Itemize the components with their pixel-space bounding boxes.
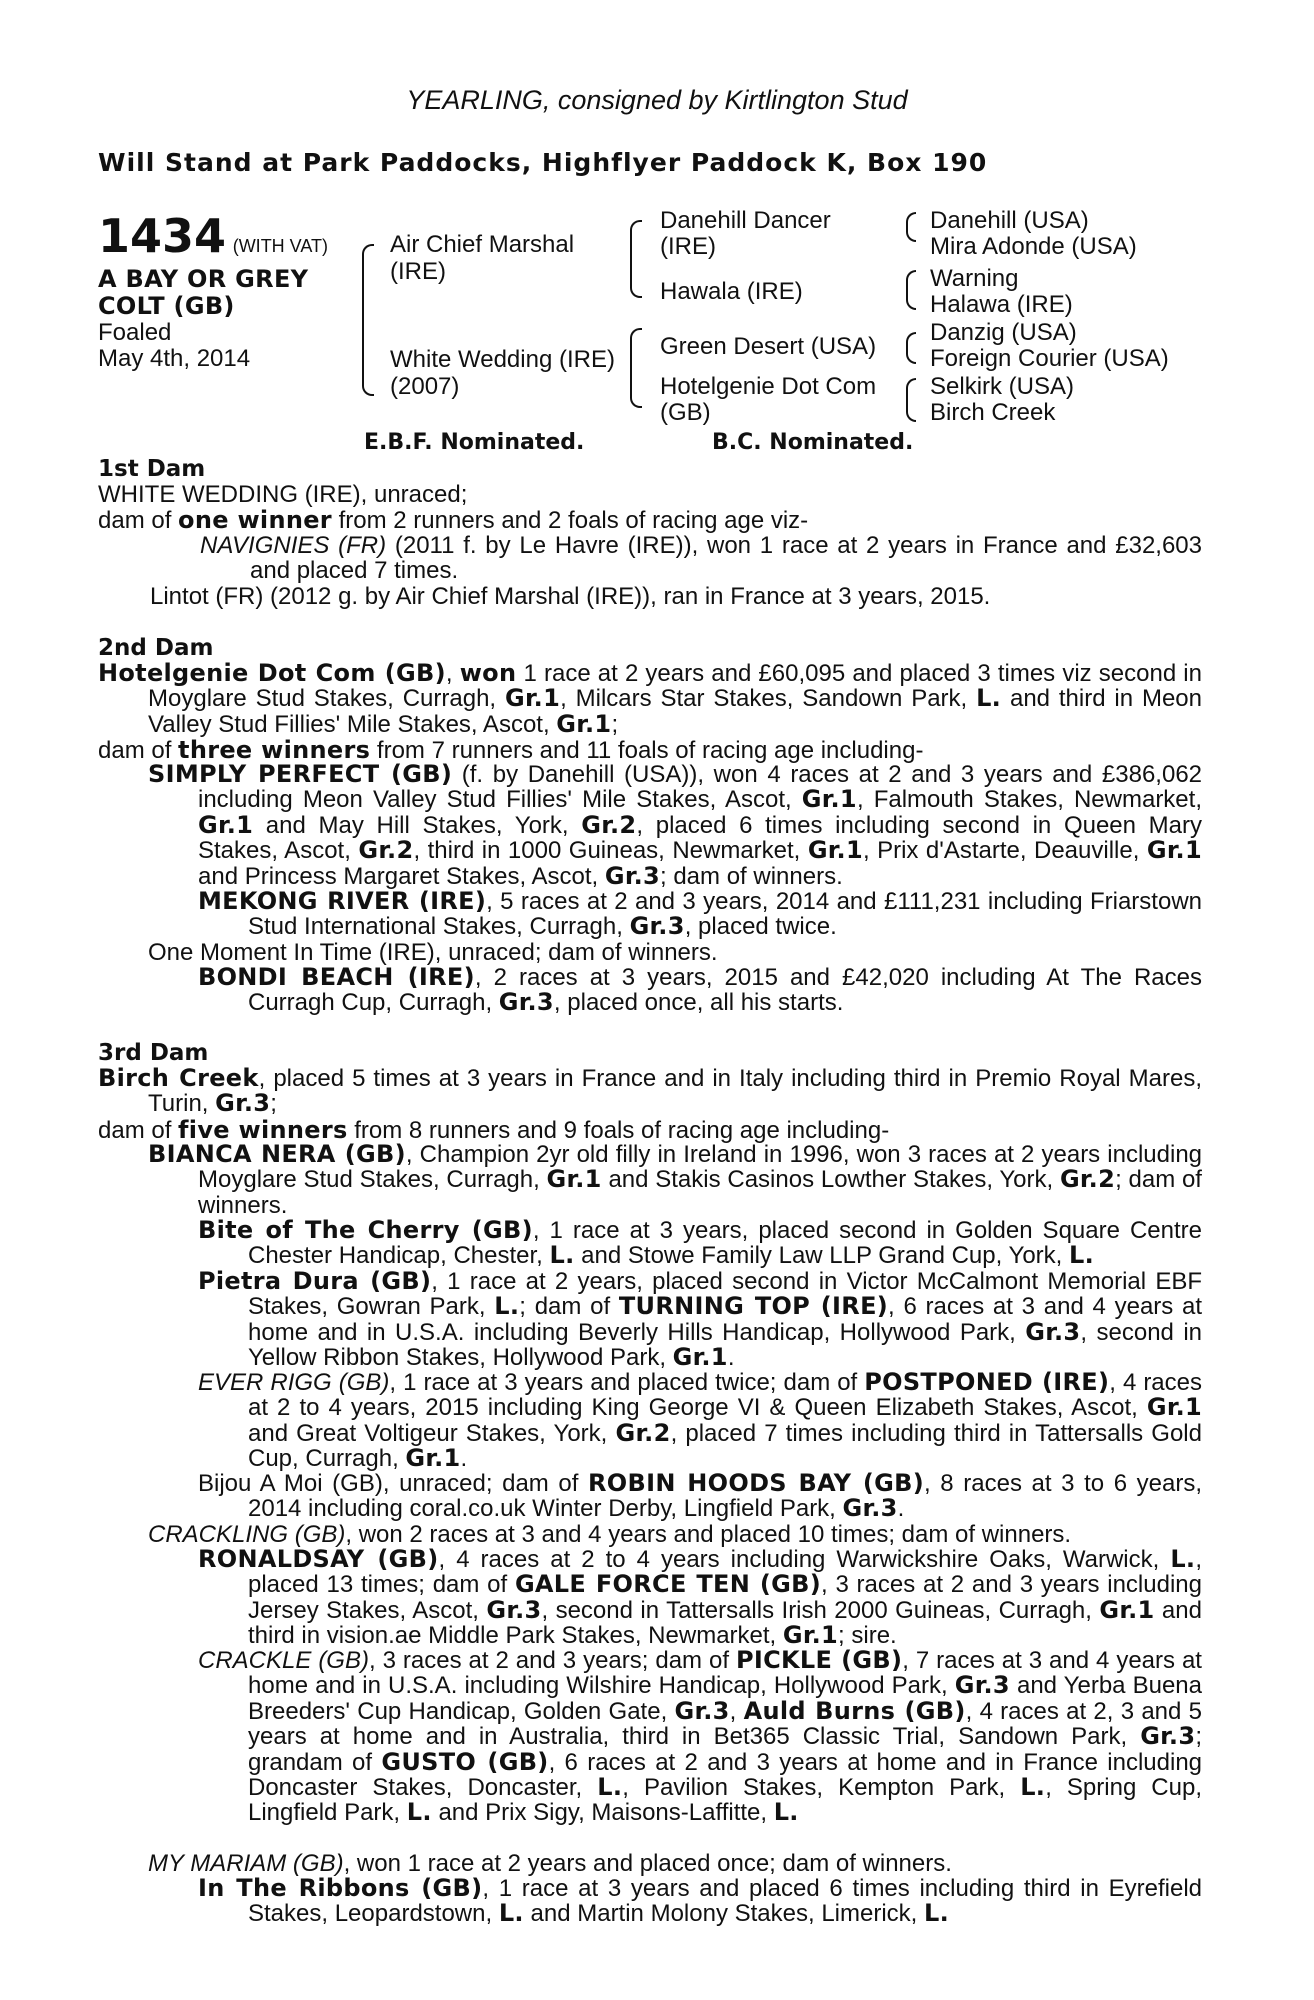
pedigree-bracket-ss <box>906 212 916 242</box>
sire-sire: Danehill Dancer <box>660 207 831 234</box>
progeny-ever-rigg: EVER RIGG (GB), 1 race at 3 years and placed twice; dam of POSTPONED (IRE), 4 races at 2 to 4 years, 2015 including King George VI & Queen Elizabeth Stakes, Ascot, Gr.1 and Great Voltigeur Stakes, York, Gr.2, placed 7 times including third in Tattersalls Gold Cup, Curragh, Gr.1. <box>198 1368 1203 1473</box>
stand-location: Will Stand at Park Paddocks, Highflyer Paddock K, Box 190 <box>98 148 988 177</box>
third-dam-produce: dam of five winners from 8 runners and 9 foals of racing age including- <box>98 1116 890 1144</box>
gen3-dds: Selkirk (USA) <box>930 373 1075 400</box>
progeny-bianca-nera: BIANCA NERA (GB), Champion 2yr old filly in Ireland in 1996, won 3 races at 2 years including Moyglare Stud Stakes, Curragh, Gr.1 and Stakis Casinos Lowther Stakes, York, Gr.2; dam of winners. <box>148 1140 1203 1219</box>
progeny-my-mariam: MY MARIAM (GB), won 1 race at 2 years and placed once; dam of winners. <box>148 1850 952 1877</box>
gen3-ssd: Mira Adonde (USA) <box>930 233 1137 260</box>
second-dam-produce: dam of three winners from 7 runners and 11 foals of racing age including- <box>98 736 924 764</box>
progeny-pietra-dura: Pietra Dura (GB), 1 race at 2 years, placed second in Victor McCalmont Memorial EBF Stakes, Gowran Park, L.; dam of TURNING TOP (IRE), 6 races at 3 and 4 years at home and in U.S.A. including Beverly Hills Handicap, Hollywood Park, Gr.3, second in Yellow Ribbon Stakes, Hollywood Park, Gr.1. <box>198 1267 1203 1372</box>
pedigree-bracket-dd <box>906 378 916 422</box>
gen3-sds: Warning <box>930 265 1019 292</box>
section-3rd-dam: 3rd Dam <box>98 1040 209 1066</box>
gen3-dsd: Foreign Courier (USA) <box>930 345 1169 372</box>
dam-dam: Hotelgenie Dot Com <box>660 373 877 400</box>
dam-name: White Wedding (IRE) <box>390 346 615 373</box>
pedigree-bracket-main <box>362 244 374 396</box>
section-2nd-dam: 2nd Dam <box>98 635 214 661</box>
pedigree-bracket-sire <box>630 220 642 298</box>
progeny-one-moment: One Moment In Time (IRE), unraced; dam of winners. <box>148 939 718 966</box>
progeny-bijou-a-moi: Bijou A Moi (GB), unraced; dam of ROBIN HOODS BAY (GB), 8 races at 3 to 6 years, 2014 including coral.co.uk Winter Derby, Lingfield Park, Gr.3. <box>198 1469 1203 1523</box>
gen3-ddd: Birch Creek <box>930 399 1056 426</box>
sire-country: (IRE) <box>390 258 446 285</box>
section-1st-dam: 1st Dam <box>98 456 206 482</box>
lot-description-2: COLT (GB) <box>98 292 235 320</box>
dam-sire: Green Desert (USA) <box>660 333 877 360</box>
progeny-crackle: CRACKLE (GB), 3 races at 2 and 3 years; dam of PICKLE (GB), 7 races at 3 and 4 years at home and in U.S.A. including Wilshire Handicap, Hollywood Park, Gr.3 and Yerba Buena Breeders' Cup Handicap, Golden Gate, Gr.3, Auld Burns (GB), 4 races at 2, 3 and 5 years at home and in Australia, third in Bet365 Classic Trial, Sandown Park, Gr.3; grandam of GUSTO (GB), 6 races at 2 and 3 years at home and in France including Doncaster Stakes, Doncaster, L., Pavilion Stakes, Kempton Park, L., Spring Cup, Lingfield Park, L. and Prix Sigy, Maisons-Laffitte, L. <box>198 1646 1203 1827</box>
sire-name: Air Chief Marshal <box>390 231 575 258</box>
progeny-bondi-beach: BONDI BEACH (IRE), 2 races at 3 years, 2015 and £42,020 including At The Races Curragh Cup, Curragh, Gr.3, placed once, all his starts. <box>198 963 1202 1017</box>
page-header: YEARLING, consigned by Kirtlington Stud <box>406 85 908 115</box>
progeny-in-the-ribbons: In The Ribbons (GB), 1 race at 3 years and placed 6 times including third in Eyrefield Stakes, Leopardstown, L. and Martin Molony Stakes, Limerick, L. <box>198 1874 1202 1928</box>
foaled-label: Foaled <box>98 319 172 346</box>
pedigree-bracket-sd <box>906 270 916 310</box>
lot-description-1: A BAY OR GREY <box>98 265 309 293</box>
progeny-mekong-river: MEKONG RIVER (IRE), 5 races at 2 and 3 years, 2014 and £111,231 including Friarstown Stud International Stakes, Curragh, Gr.3, placed twice. <box>198 887 1202 941</box>
progeny-ronaldsay: RONALDSAY (GB), 4 races at 2 to 4 years including Warwickshire Oaks, Warwick, L., placed 13 times; dam of GALE FORCE TEN (GB), 3 races at 2 and 3 years including Jersey Stakes, Ascot, Gr.3, second in Tattersalls Irish 2000 Guineas, Curragh, Gr.1 and third in vision.ae Middle Park Stakes, Newmarket, Gr.1; sire. <box>198 1545 1202 1650</box>
progeny-crackling: CRACKLING (GB), won 2 races at 3 and 4 years and placed 10 times; dam of winners. <box>148 1521 1072 1548</box>
lot-number-block <box>98 209 329 263</box>
gen3-sss: Danehill (USA) <box>930 207 1089 234</box>
lot-number: 1434 <box>98 209 227 263</box>
foaled-date: May 4th, 2014 <box>98 345 251 372</box>
gen3-sdd: Halawa (IRE) <box>930 291 1073 318</box>
vat-note: (WITH VAT) <box>232 236 329 256</box>
progeny-simply-perfect: SIMPLY PERFECT (GB) (f. by Danehill (USA)), won 4 races at 2 and 3 years and £386,062 including Meon Valley Stud Fillies' Mile Stakes, Ascot, Gr.1, Falmouth Stakes, Newmarket, Gr.1 and May Hill Stakes, York, Gr.2, placed 6 times including second in Queen Mary Stakes, Ascot, Gr.2, third in 1000 Guineas, Newmarket, Gr.1, Prix d'Astarte, Deauville, Gr.1 and Princess Margaret Stakes, Ascot, Gr.3; dam of winners. <box>148 760 1203 890</box>
bc-nomination: B.C. Nominated. <box>712 430 914 455</box>
second-dam-record: Hotelgenie Dot Com (GB), won 1 race at 2 years and £60,095 and placed 3 times viz second in Moyglare Stud Stakes, Curragh, Gr.1, Milcars Star Stakes, Sandown Park, L. and third in Meon Valley Stud Fillies' Mile Stakes, Ascot, Gr.1; <box>98 659 1203 738</box>
first-dam-produce: dam of one winner from 2 runners and 2 foals of racing age viz- <box>98 506 809 534</box>
ebf-nomination: E.B.F. Nominated. <box>364 430 585 455</box>
third-dam-record: Birch Creek, placed 5 times at 3 years in France and in Italy including third in Premio Royal Mares, Turin, Gr.3; <box>98 1064 1202 1118</box>
pedigree-bracket-ds <box>906 332 916 364</box>
dam-dam-country: (GB) <box>660 399 711 426</box>
sire-dam: Hawala (IRE) <box>660 278 803 305</box>
progeny-lintot: Lintot (FR) (2012 g. by Air Chief Marshal (IRE)), ran in France at 3 years, 2015. <box>150 583 991 610</box>
gen3-dss: Danzig (USA) <box>930 319 1077 346</box>
progeny-bite-of-the-cherry: Bite of The Cherry (GB), 1 race at 3 years, placed second in Golden Square Centre Chester Handicap, Chester, L. and Stowe Family Law LLP Grand Cup, York, L. <box>198 1216 1202 1270</box>
progeny-navignies: NAVIGNIES (FR) (2011 f. by Le Havre (IRE)), won 1 race at 2 years in France and £32,603 and placed 7 times. <box>200 532 1202 585</box>
dam-year: (2007) <box>390 373 460 400</box>
sire-sire-country: (IRE) <box>660 233 716 260</box>
pedigree-bracket-dam <box>630 328 642 408</box>
first-dam-line: WHITE WEDDING (IRE), unraced; <box>98 481 468 508</box>
